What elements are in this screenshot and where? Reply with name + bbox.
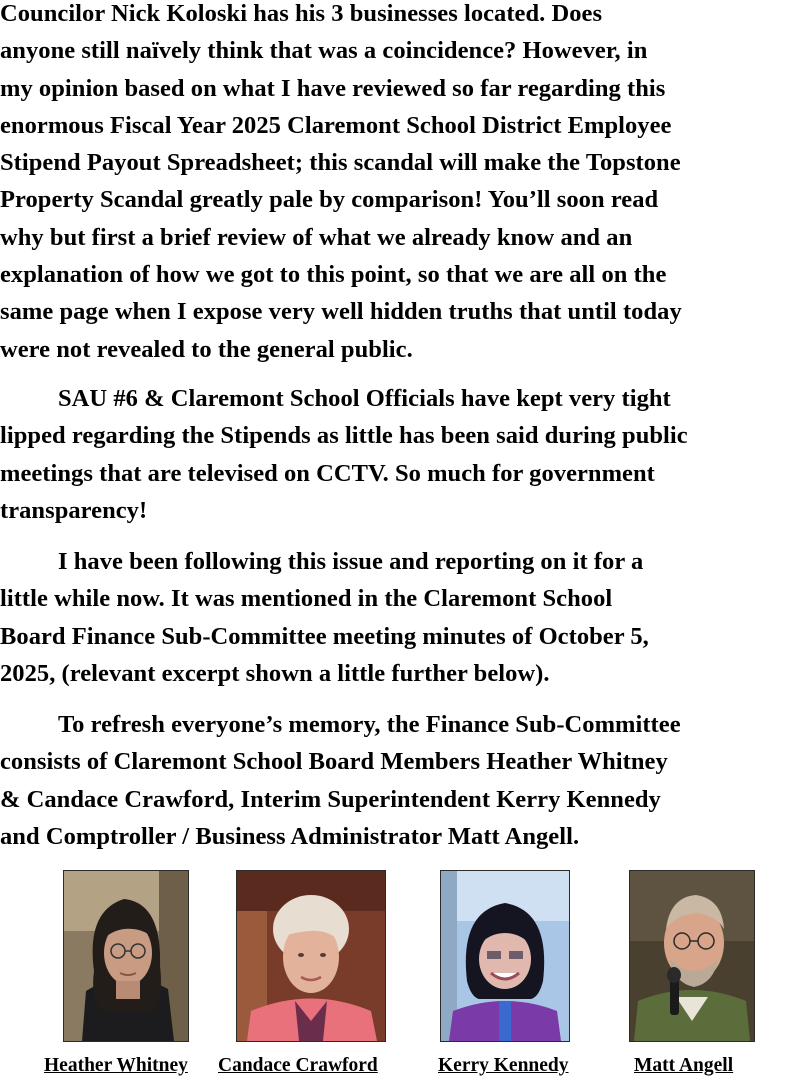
photo-matt-angell (629, 870, 755, 1042)
text-line: Property Scandal greatly pale by comparison! You’ll soon read (0, 186, 659, 214)
text-line: Stipend Payout Spreadsheet; this scandal will make the Topstone (0, 149, 681, 177)
photo-caption: Candace Crawford (218, 1055, 378, 1076)
paragraph-3 (0, 543, 649, 692)
paragraph-1 (0, 0, 682, 368)
text-line: explanation of how we got to this point, so that we are all on the (0, 261, 667, 289)
text-line: To refresh everyone’s memory, the Finance Sub-Committee (58, 711, 681, 738)
text-line: and Comptroller / Business Administrator Matt Angell. (0, 822, 580, 850)
photo-kerry-kennedy (440, 870, 570, 1042)
text-line: why but first a brief review of what we already know and an (0, 223, 633, 251)
text-line: consists of Claremont School Board Members Heather Whitney (0, 748, 668, 776)
text-line: my opinion based on what I have reviewed so far regarding this (0, 74, 666, 102)
photo-caption: Kerry Kennedy (438, 1055, 569, 1076)
paragraph-2 (0, 380, 688, 529)
photo-heather-whitney (63, 870, 189, 1042)
paragraph-4 (0, 706, 681, 855)
text-line: enormous Fiscal Year 2025 Claremont School District Employee (0, 111, 672, 139)
text-line: Board Finance Sub-Committee meeting minutes of October 5, (0, 622, 649, 650)
text-line: & Candace Crawford, Interim Superintendent Kerry Kennedy (0, 785, 661, 813)
text-line: were not revealed to the general public. (0, 335, 413, 363)
text-line: transparency! (0, 496, 148, 524)
text-line: SAU #6 & Claremont School Officials have kept very tight (58, 385, 671, 412)
text-line: same page when I expose very well hidden truths that until today (0, 298, 682, 326)
photo-candace-crawford (236, 870, 386, 1042)
text-line: 2025, (relevant excerpt shown a little further below). (0, 659, 550, 687)
text-line: I have been following this issue and reporting on it for a (58, 548, 644, 575)
text-line: little while now. It was mentioned in the Claremont School (0, 585, 613, 613)
text-line: meetings that are televised on CCTV. So much for government (0, 459, 655, 487)
text-line: Councilor Nick Koloski has his 3 businesses located. Does (0, 0, 603, 27)
text-line: lipped regarding the Stipends as little has been said during public (0, 422, 688, 450)
photo-caption: Heather Whitney (44, 1055, 188, 1076)
photo-caption: Matt Angell (634, 1055, 734, 1076)
text-line: anyone still naïvely think that was a coincidence? However, in (0, 37, 648, 65)
